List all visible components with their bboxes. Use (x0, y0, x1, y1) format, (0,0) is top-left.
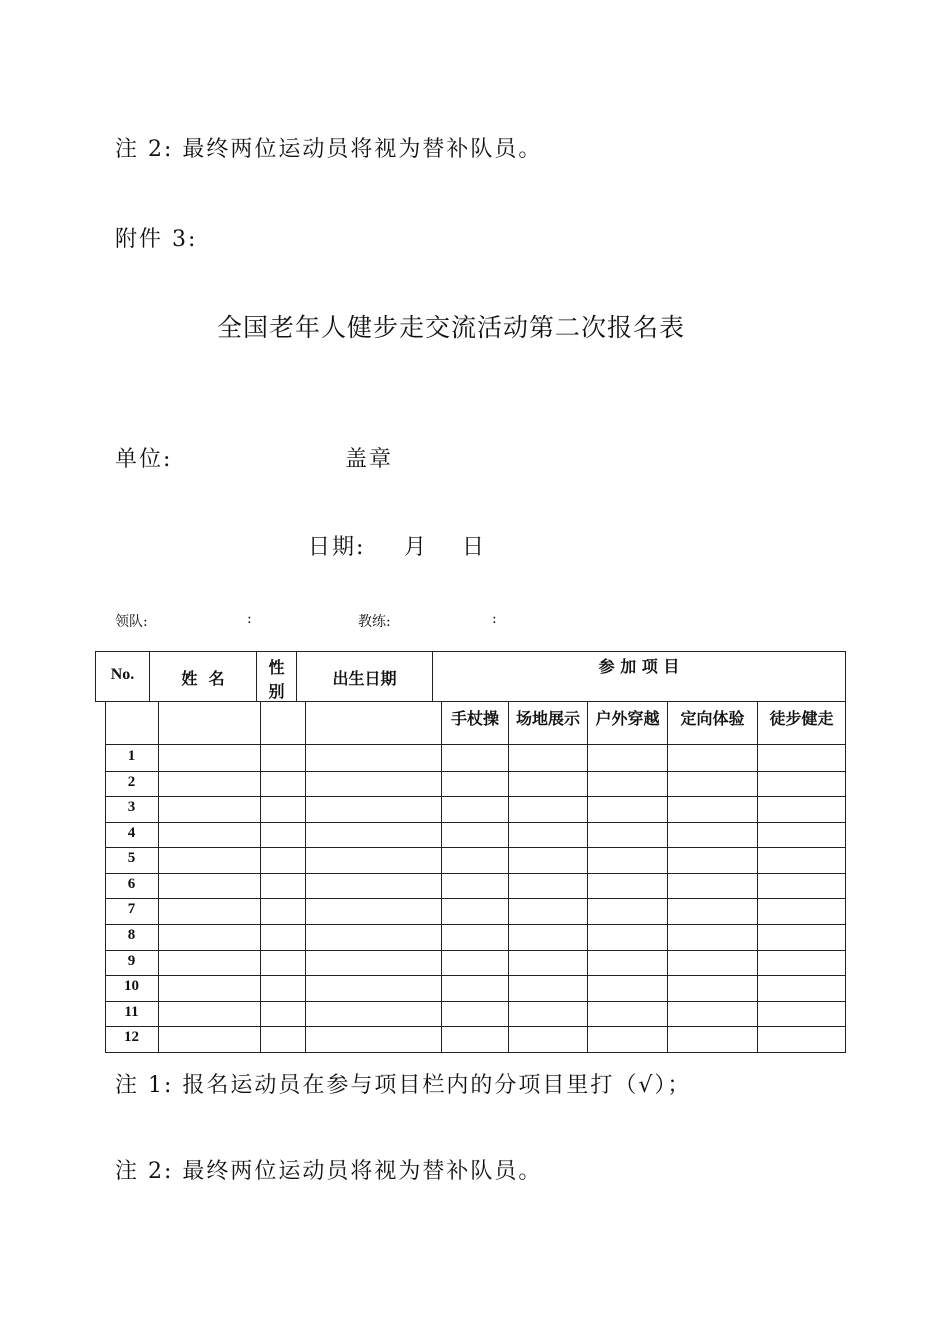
coach-colon: : (492, 611, 497, 627)
row-number: 7 (127, 901, 136, 917)
leader-colon: : (247, 611, 252, 627)
attachment-label: 附件 3: (115, 227, 198, 252)
month-label: 月 (404, 535, 429, 560)
top-note-2: 注 2: 最终两位运动员将视为替补队员。 (115, 137, 543, 162)
header-events: 参 加 项 目 (598, 657, 680, 676)
header-no: No. (110, 666, 135, 683)
date-label: 日期: (308, 535, 366, 560)
page-title: 全国老年人健步走交流活动第二次报名表 (217, 313, 686, 342)
row-number: 11 (124, 1004, 139, 1020)
row-number: 3 (127, 799, 136, 815)
event-orienteering: 定向体验 (680, 709, 745, 728)
event-outdoor-crossing: 户外穿越 (595, 709, 660, 728)
bottom-note-2: 注 2: 最终两位运动员将视为替补队员。 (115, 1159, 543, 1184)
day-label: 日 (462, 535, 487, 560)
unit-label: 单位: (115, 447, 173, 472)
row-number: 9 (127, 953, 136, 969)
row-number: 4 (127, 825, 136, 841)
header-gender-top: 性 (268, 658, 285, 677)
leader-label: 领队: (115, 614, 148, 630)
event-hiking: 徒步健走 (769, 709, 834, 728)
row-number: 5 (127, 850, 136, 866)
row-number: 8 (127, 927, 136, 943)
coach-label: 教练: (358, 614, 391, 630)
row-number: 10 (124, 978, 139, 994)
row-number: 1 (127, 748, 136, 764)
header-birth-date: 出生日期 (332, 669, 397, 688)
seal-label: 盖章 (345, 447, 394, 472)
bottom-note-1: 注 1: 报名运动员在参与项目栏内的分项目里打（√）； (115, 1073, 692, 1098)
header-gender-bottom: 别 (268, 682, 285, 701)
row-number: 2 (127, 774, 136, 790)
header-name: 姓 名 (181, 669, 225, 688)
event-cane-exercise: 手杖操 (450, 709, 499, 728)
event-field-display: 场地展示 (515, 709, 580, 728)
row-number: 6 (127, 876, 136, 892)
row-number: 12 (124, 1029, 139, 1045)
